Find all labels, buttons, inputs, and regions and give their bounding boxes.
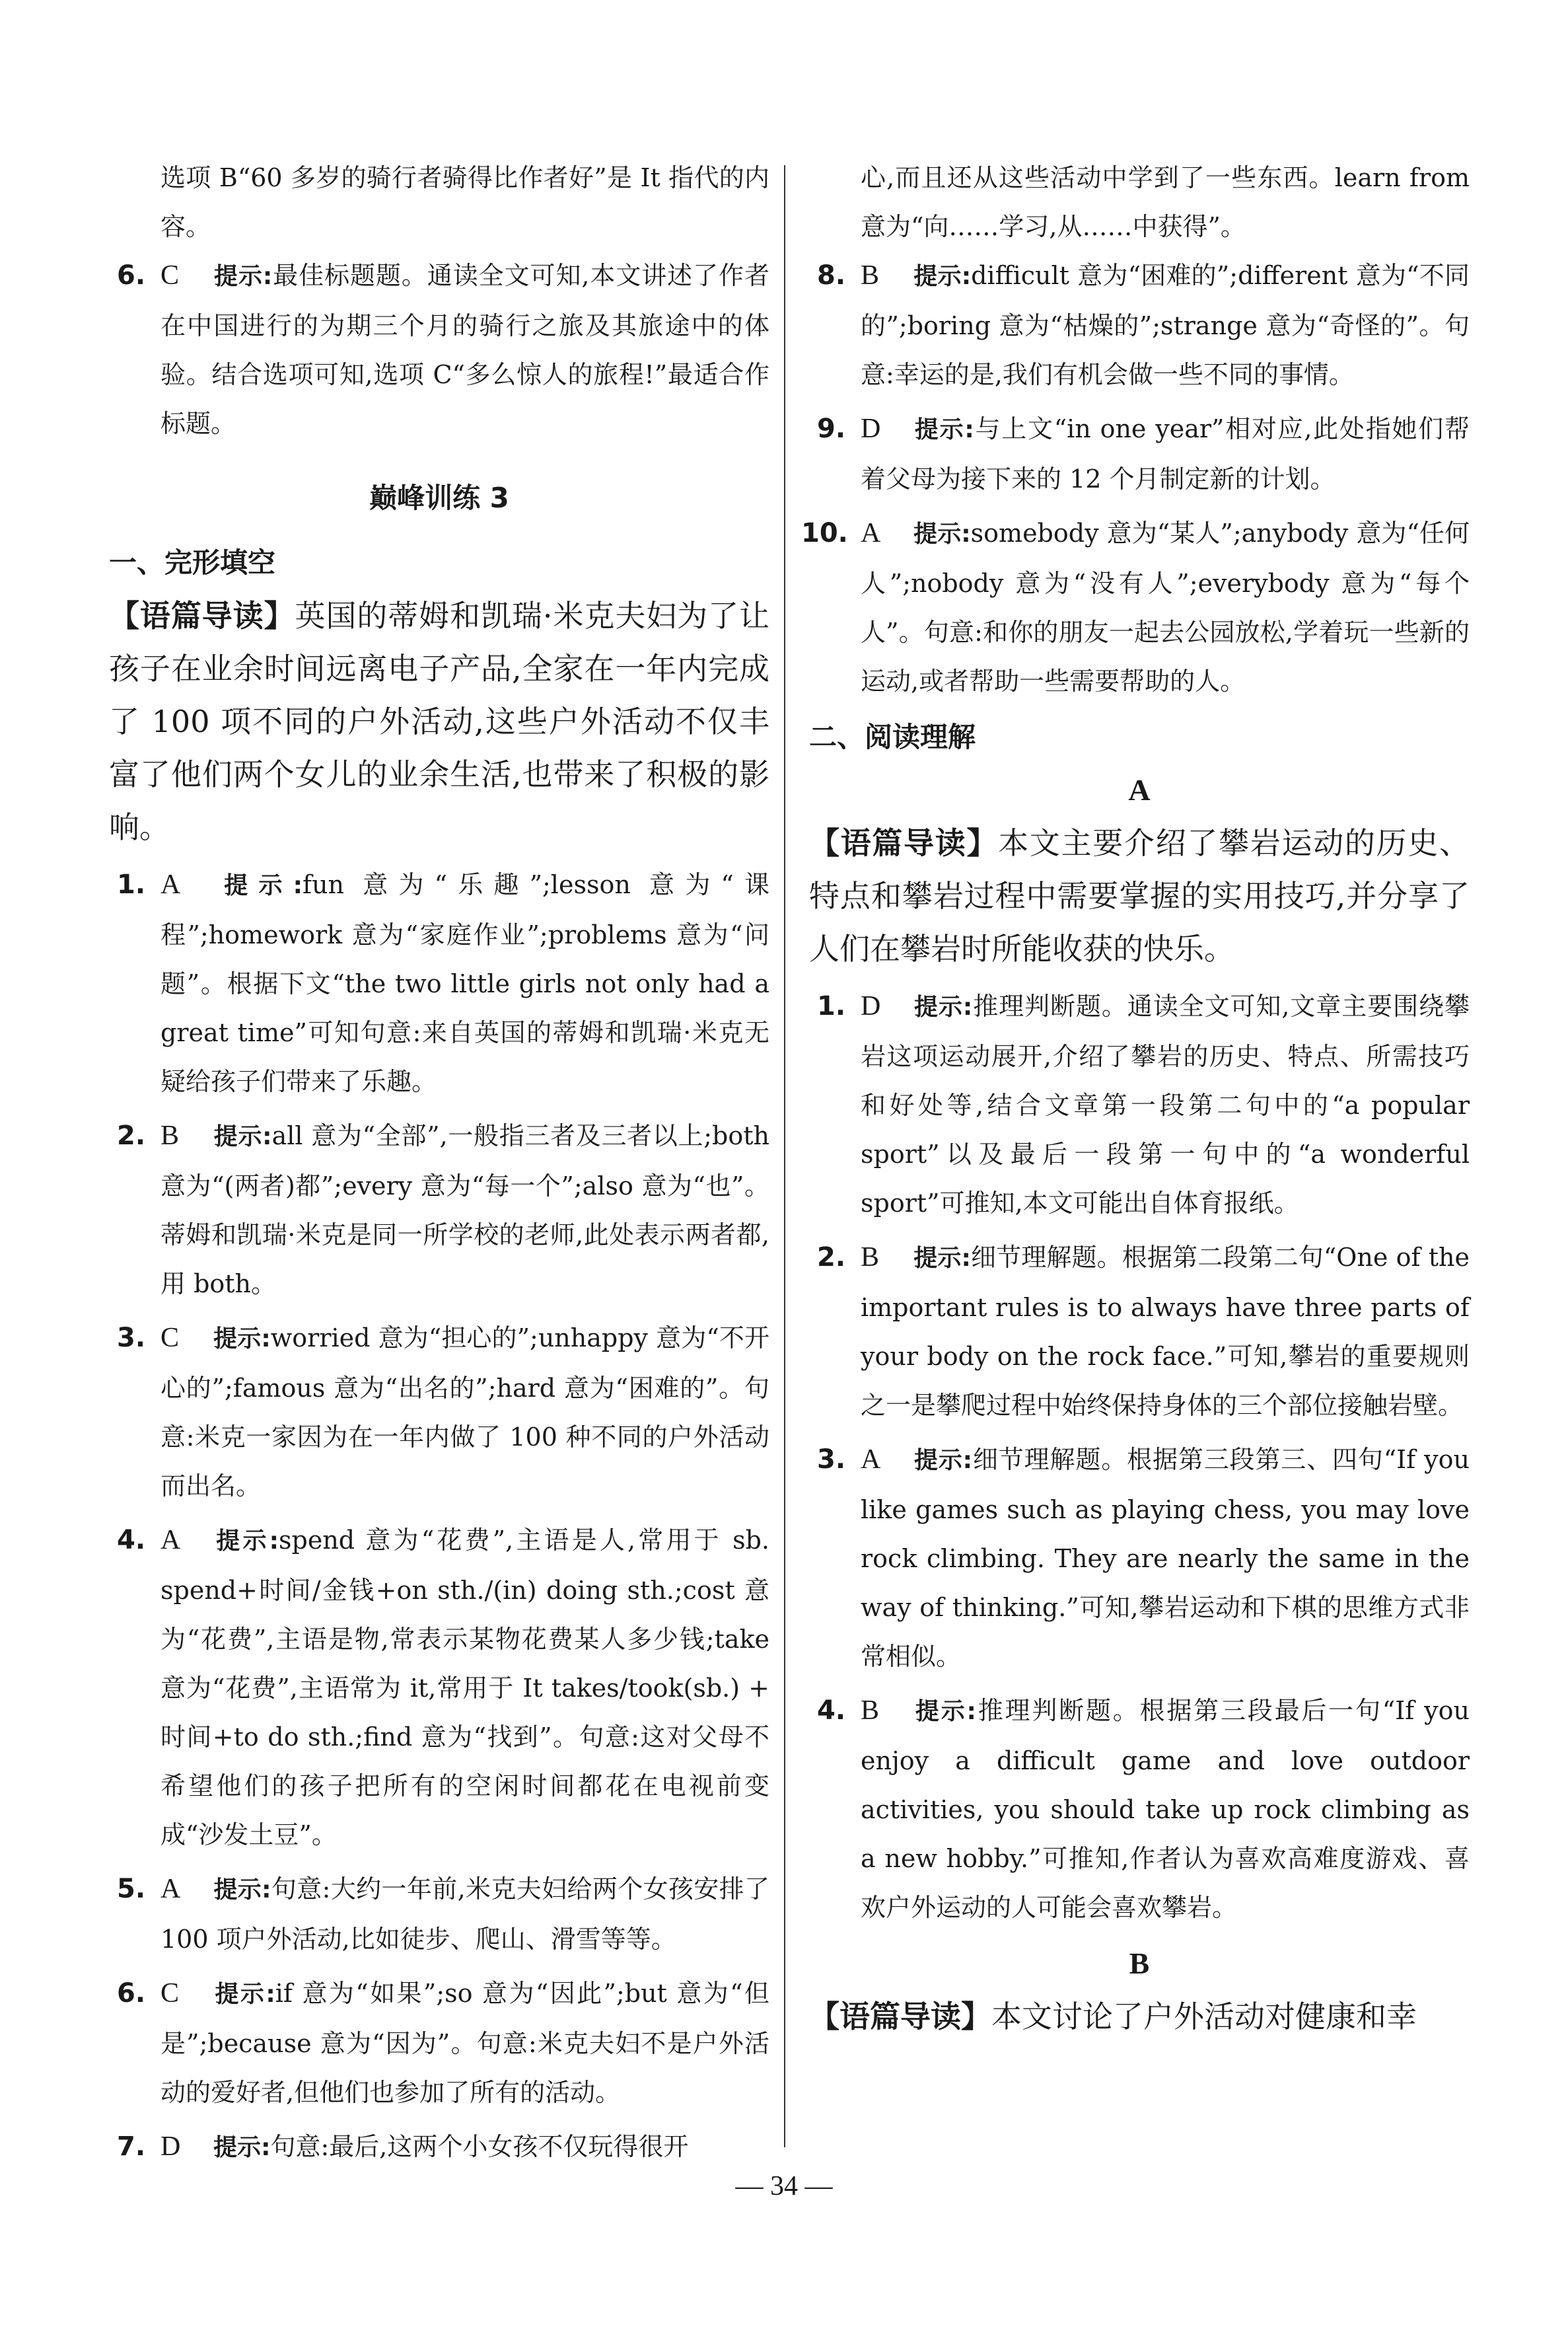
item-answer: B: [160, 1121, 180, 1151]
item-answer: A: [160, 1874, 181, 1904]
hint-label: 提示:: [913, 263, 972, 290]
answer-item: [801, 509, 1470, 706]
guide-text: 本文主要介绍了攀岩运动的历史、特点和攀岩过程中需要掌握的实用技巧,并分享了人们在攀岩时所能收获的快乐。: [809, 825, 1470, 967]
item-answer: C: [160, 1978, 180, 2009]
hint-label: 提示:: [914, 994, 973, 1021]
item-number: 6.: [117, 1978, 146, 2009]
hint-label: 提示:: [913, 1245, 971, 1272]
hint-text: 推理判断题。通读全文可知,文章主要围绕攀岩这项运动展开,介绍了攀岩的历史、特点、所需技巧和好处等,结合文章第一段第二句中的“a popular sport”以及最后一段第一句中的“a wonderful sport”可推知,本文可能出自体育报纸。: [861, 992, 1470, 1218]
guide-label: 【语篇导读】: [809, 825, 999, 861]
answer-item: [809, 1233, 1470, 1430]
item-answer: A: [160, 1525, 181, 1555]
answer-item: [109, 1969, 769, 2117]
right-top-continuation: 心,而且还从这些活动中学到了一些东西。learn from 意为“向……学习,从……中获得”。: [861, 163, 1470, 241]
hint-text: 最佳标题题。通读全文可知,本文讲述了作者在中国进行的为期三个月的骑行之旅及其旅途中的体验。结合选项可知,选项 C“多么惊人的旅程!”最适合作标题。: [160, 261, 769, 438]
hint-text: fun 意为“乐趣”;lesson 意为“课程”;homework 意为“家庭作业”;problems 意为“问题”。根据下文“the two little girls not only had a great time”可知句意:来自英国的蒂姆和凯瑞·米克无疑给孩子们带来了乐趣。: [160, 870, 769, 1096]
hint-label: 提示:: [915, 1698, 976, 1725]
hint-text: 细节理解题。根据第三段第三、四句“If you like games such as playing chess, you may love rock climbing. They are nearly the same in the way of thinking.”可知,攀岩运动和下棋的思维方式非常相似。: [861, 1445, 1470, 1671]
item-answer: C: [160, 1323, 180, 1353]
left-column: [109, 0, 769, 2187]
item-answer: D: [861, 991, 881, 1021]
item-number: 3.: [117, 1323, 146, 1353]
item-answer: D: [861, 414, 881, 444]
passage-b-label: B: [1129, 1946, 1150, 1980]
answer-item: [109, 1111, 769, 1308]
hint-label: 提示:: [214, 263, 273, 290]
hint-label: 提示:: [213, 1123, 272, 1150]
hint-label: 提示:: [913, 521, 971, 548]
answer-item: [809, 982, 1470, 1228]
answer-item: [109, 860, 769, 1106]
answer-item: [109, 1313, 769, 1510]
hint-text: 细节理解题。根据第二段第二句“One of the important rules is to always have three parts of your body on the rock face.”可知,攀岩的重要规则之一是攀爬过程中始终保持身体的三个部位接触岩壁。: [861, 1243, 1470, 1420]
hint-label: 提示:: [213, 1325, 271, 1352]
answer-item: [109, 2122, 769, 2172]
page-number: — 34 —: [735, 2171, 833, 2201]
hint-text: difficult 意为“困难的”;different 意为“不同的”;boring 意为“枯燥的”;strange 意为“奇怪的”。句意:幸运的是,我们有机会做一些不同的事情。: [861, 261, 1470, 389]
hint-label: 提示:: [215, 1981, 275, 2008]
column-divider: [784, 165, 785, 2147]
answer-item: [809, 1686, 1470, 1932]
reading-guide-a: [809, 817, 1470, 975]
item-answer: A: [861, 1444, 881, 1475]
hint-label: 提示:: [914, 416, 974, 443]
item-number: 9.: [817, 414, 846, 444]
item-number: 4.: [117, 1525, 146, 1555]
hint-text: spend 意为“花费”,主语是人,常用于 sb. spend+时间/金钱+on sth./(in) doing sth.;cost 意为“花费”,主语是物,常表示某物花费某人多少钱;take 意为“花费”,主语常为 it,常用于 It takes/took(sb.) + 时间+to do sth.;find 意为“找到”。句意:这对父母不希望他们的孩子把所有的空闲时间都花在电视前变成“沙发土豆”。: [160, 1526, 769, 1849]
guide-label: 【语篇导读】: [109, 598, 295, 634]
answer-item: [109, 1516, 769, 1859]
hint-label: 提示:: [213, 1876, 271, 1903]
hint-text: all 意为“全部”,一般指三者及三者以上;both 意为“(两者)都”;every 意为“每一个”;also 意为“也”。蒂姆和凯瑞·米克是同一所学校的老师,此处表示两者都,用 both。: [160, 1121, 769, 1298]
item-number: 1.: [117, 869, 146, 900]
item-number: 7.: [117, 2131, 146, 2162]
item-number: 2.: [817, 1242, 846, 1273]
passage-a-label: A: [1128, 773, 1151, 807]
item-number: 6.: [117, 260, 146, 291]
hint-text: 句意:大约一年前,米克夫妇给两个女孩安排了 100 项户外活动,比如徒步、爬山、滑雪等等。: [160, 1874, 769, 1954]
guide-text: 英国的蒂姆和凯瑞·米克夫妇为了让孩子在业余时间远离电子产品,全家在一年内完成了 100 项不同的户外活动,这些户外活动不仅丰富了他们两个女儿的业余生活,也带来了积极的影响。: [109, 598, 770, 845]
hint-label: 提示:: [913, 1447, 973, 1474]
item-answer: B: [861, 1242, 880, 1273]
answer-item: [109, 251, 769, 448]
item-number: 5.: [117, 1874, 146, 1904]
answer-item: [809, 1435, 1470, 1681]
guide-label: 【语篇导读】: [809, 1999, 991, 2034]
item-number: 2.: [117, 1121, 146, 1151]
item-answer: C: [160, 260, 180, 291]
hint-text: somebody 意为“某人”;anybody 意为“任何人”;nobody 意为“没有人”;everybody 意为“每个人”。句意:和你的朋友一起去公园放松,学着玩一些新的运动,或者帮助一些需要帮助的人。: [861, 519, 1470, 696]
hint-label: 提示:: [213, 2134, 271, 2161]
item-number: 1.: [817, 991, 846, 1021]
item-answer: D: [160, 2131, 181, 2162]
part-one-heading: 一、完形填空: [109, 546, 276, 579]
answer-item: [809, 404, 1470, 503]
hint-text: worried 意为“担心的”;unhappy 意为“不开心的”;famous 意为“出名的”;hard 意为“困难的”。句意:米克一家因为在一年内做了 100 种不同的户外活动而出名。: [160, 1323, 769, 1500]
reading-guide-b: [809, 1990, 1470, 2043]
hint-text: if 意为“如果”;so 意为“因此”;but 意为“但是”;because 意为“因为”。句意:米克夫妇不是户外活动的爱好者,但他们也参加了所有的活动。: [160, 1979, 769, 2107]
hint-label: 提示:: [216, 1528, 279, 1555]
answer-item: [109, 1864, 769, 1964]
item-answer: B: [861, 1695, 880, 1726]
item-answer: A: [160, 869, 181, 900]
hint-label: 提示:: [224, 872, 303, 899]
part-two-heading: 二、阅读理解: [809, 721, 976, 753]
item-number: 10.: [801, 518, 848, 548]
item-number: 3.: [817, 1444, 846, 1475]
hint-text: 句意:最后,这两个小女孩不仅玩得很开: [270, 2132, 689, 2161]
item-number: 8.: [817, 260, 846, 291]
hint-text: 推理判断题。根据第三段最后一句“If you enjoy a difficult game and love outdoor activities, you should take up rock climbing as a new hobby.”可推知,作者认为喜欢高难度游戏、喜欢户外运动的人可能会喜欢攀岩。: [861, 1696, 1470, 1922]
guide-text: 本文讨论了户外活动对健康和幸: [991, 1999, 1417, 2034]
section-title: 巅峰训练 3: [369, 482, 509, 514]
reading-guide: [109, 589, 769, 854]
item-answer: A: [861, 518, 881, 548]
answer-item: [809, 251, 1470, 399]
left-top-continuation: 选项 B“60 多岁的骑行者骑得比作者好”是 It 指代的内容。: [160, 163, 769, 241]
right-column: [801, 0, 1470, 2187]
item-number: 4.: [817, 1695, 846, 1726]
item-answer: B: [861, 260, 880, 291]
hint-text: 与上文“in one year”相对应,此处指她们帮着父母为接下来的 12 个月制定新的计划。: [861, 414, 1470, 494]
